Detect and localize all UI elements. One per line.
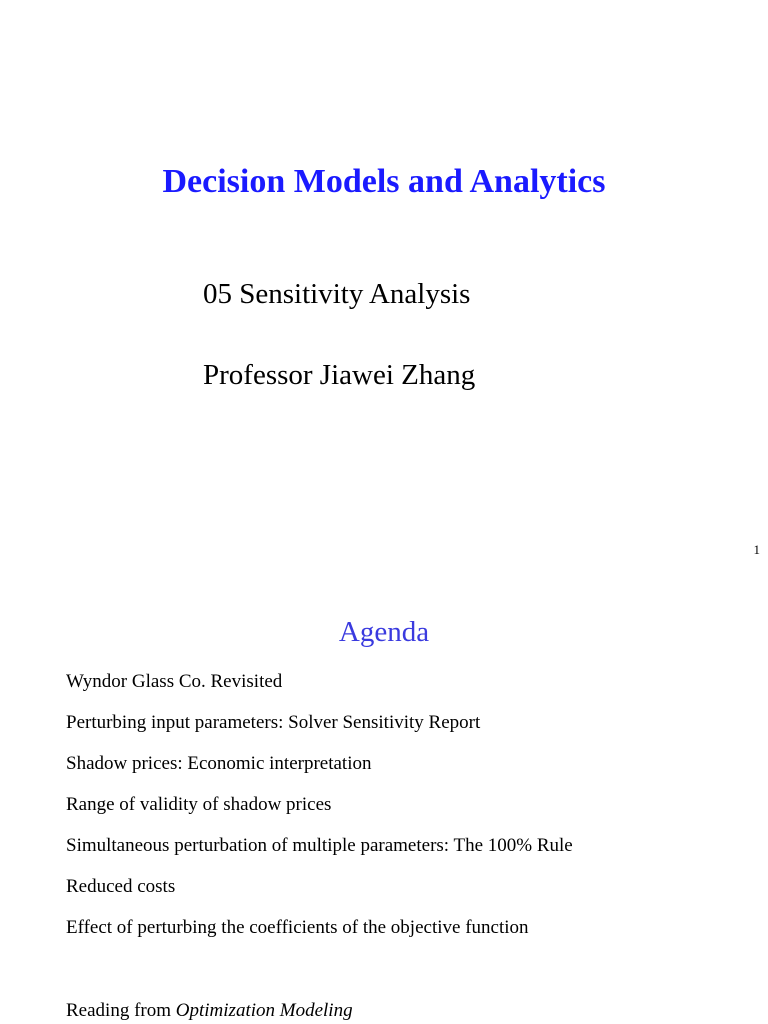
agenda-item: Reduced costs xyxy=(66,876,176,897)
agenda-heading: Agenda xyxy=(338,616,430,648)
agenda-item: Shadow prices: Economic interpretation xyxy=(66,753,372,774)
reading-prefix: Reading from xyxy=(66,1000,176,1021)
agenda-item: Effect of perturbing the coefficients of the objective function xyxy=(66,917,529,938)
lecture-subtitle: 05 Sensitivity Analysis xyxy=(203,278,471,310)
reading-book-title: Optimization Modeling xyxy=(175,1000,353,1021)
reading-reference xyxy=(66,998,353,1024)
agenda-item: Simultaneous perturbation of multiple parameters: The 100% Rule xyxy=(66,835,573,856)
slide-title: Decision Models and Analytics xyxy=(162,163,606,200)
author-name: Professor Jiawei Zhang xyxy=(203,359,476,391)
agenda-list xyxy=(66,669,573,956)
slide-2 xyxy=(0,580,768,1024)
agenda-item: Wyndor Glass Co. Revisited xyxy=(66,671,283,692)
page-number: 1 xyxy=(753,542,760,557)
agenda-item: Perturbing input parameters: Solver Sensitivity Report xyxy=(66,712,481,733)
agenda-item: Range of validity of shadow prices xyxy=(66,794,332,815)
